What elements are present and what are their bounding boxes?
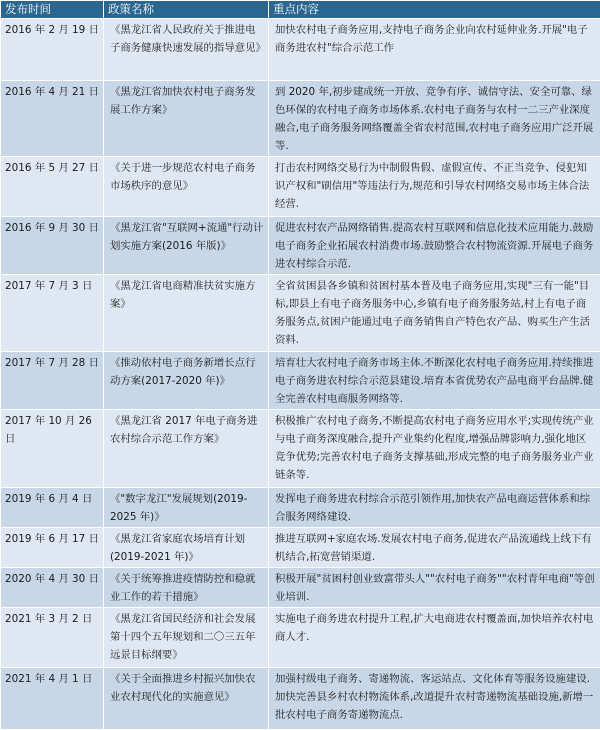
row-date: 2016 年 9 月 30 日 [1, 217, 104, 275]
row-policy-name: 《黑龙江省国民经济和社会发展第十四个五年规划和二〇三五年远景目标纲要》 [104, 608, 269, 668]
row-key-content: 发挥电子商务进农村综合示范引领作用,加快农产品电商运营体系和综合服务网络建设. [269, 488, 600, 528]
table-row [1, 488, 600, 528]
row-key-content: 积极开展"贫困村创业致富带头人""农村电子商务""农村青年电商"等创业培训. [269, 568, 600, 608]
row-date: 2017 年 7 月 3 日 [1, 275, 104, 352]
row-policy-name: 《关于全面推进乡村振兴加快农业农村现代化的实施意见》 [104, 668, 269, 730]
row-key-content: 打击农村网络交易行为中制假售假、虚假宣传、不正当竞争、侵犯知识产权和"刷信用"等违法行为,规范和引导农村网络交易市场主体合法经营. [269, 157, 600, 217]
table-row [1, 568, 600, 608]
row-date: 2019 年 6 月 4 日 [1, 488, 104, 528]
row-date: 2019 年 6 月 17 日 [1, 528, 104, 568]
row-key-content: 推进互联网+家庭农场.发展农村电子商务,促进农产品流通线上线下有机结合,拓宽营销渠道. [269, 528, 600, 568]
table-header [1, 1, 600, 19]
row-date: 2016 年 5 月 27 日 [1, 157, 104, 217]
header-date: 发布时间 [1, 1, 104, 19]
row-policy-name: 《关于进一步规范农村电子商务市场秩序的意见》 [104, 157, 269, 217]
row-date: 2020 年 4 月 30 日 [1, 568, 104, 608]
row-key-content: 促进农村农产品网络销售.提高农村互联网和信息化技术应用能力.鼓励电子商务企业拓展农村消费市场.鼓励整合农村物流资源.开展电子商务进农村综合示范. [269, 217, 600, 275]
header-key-content: 重点内容 [269, 1, 600, 19]
row-date: 2016 年 4 月 21 日 [1, 81, 104, 157]
row-policy-name: 《黑龙江省电商精准扶贫实施方案》 [104, 275, 269, 352]
row-policy-name: 《黑龙江省 2017 年电子商务进农村综合示范工作方案》 [104, 410, 269, 488]
header-policy-name: 政策名称 [104, 1, 269, 19]
row-policy-name: 《黑龙江省家庭农场培育计划(2019-2021 年)》 [104, 528, 269, 568]
row-policy-name: 《"数字龙江"发展规划(2019-2025 年)》 [104, 488, 269, 528]
row-date: 2016 年 2 月 19 日 [1, 19, 104, 81]
row-date: 2021 年 4 月 1 日 [1, 668, 104, 730]
table-row [1, 157, 600, 217]
row-key-content: 到 2020 年,初步建成统一开放、竞争有序、诚信守法、安全可靠、绿色环保的农村电子商务市场体系.农村电子商务与农村一二三产业深度融合,电子商务服务网络覆盖全省农村范围,农村电子商务应用广泛开展等. [269, 81, 600, 157]
row-date: 2017 年 10 月 26 日 [1, 410, 104, 488]
row-key-content: 全省贫困县各乡镇和贫困村基本普及电子商务应用,实现"三有一能"目标,即县上有电子商务服务中心,乡镇有电子商务服务站,村上有电子商务服务点,贫困户能通过电子商务销售自产特色农产品、购买生产生活资料. [269, 275, 600, 352]
table-row [1, 410, 600, 488]
table-row [1, 608, 600, 668]
row-key-content: 加强村级电子商务、寄递物流、客运站点、文化体育等服务设施建设.加快完善县乡村农村物流体系,改道提升农村寄递物流基础设施,新增一批农村电子商务寄递物流点. [269, 668, 600, 730]
header-row [1, 1, 600, 19]
table-row [1, 668, 600, 730]
table-row [1, 217, 600, 275]
table-row [1, 528, 600, 568]
row-policy-name: 《推动依村电子商务新增长点行动方案(2017-2020 年)》 [104, 352, 269, 410]
row-key-content: 实施电子商务进农村提升工程,扩大电商进农村覆盖面,加快培养农村电商人才. [269, 608, 600, 668]
table-body [1, 19, 600, 730]
table-row [1, 19, 600, 81]
row-key-content: 加快农村电子商务应用,支持电子商务企业向农村延伸业务.开展"电子商务进农村"综合示范工作 [269, 19, 600, 81]
table-row [1, 275, 600, 352]
row-policy-name: 《黑龙江省"互联网+流通"行动计划实施方案(2016 年版)》 [104, 217, 269, 275]
row-policy-name: 《关于统筹推进疫情防控和稳就业工作的若干措施》 [104, 568, 269, 608]
row-key-content: 积极推广农村电子商务,不断提高农村电子商务应用水平;实现传统产业与电子商务深度融合,提升产业集约化程度,增强品牌影响力,强化地区竞争优势;完善农村电子商务支撑基础,形成完整的电子商务服务业产业链条等. [269, 410, 600, 488]
row-policy-name: 《黑龙江省人民政府关于推进电子商务健康快速发展的指导意见》 [104, 19, 269, 81]
row-key-content: 培育壮大农村电子商务市场主体.不断深化农村电子商务应用.持续推进电子商务进农村综合示范县建设.培育本省优势农产品电商平台品牌.健全完善农村电商服务网络等. [269, 352, 600, 410]
row-date: 2017 年 7 月 28 日 [1, 352, 104, 410]
table-row [1, 81, 600, 157]
row-date: 2021 年 3 月 2 日 [1, 608, 104, 668]
table-row [1, 352, 600, 410]
row-policy-name: 《黑龙江省加快农村电子商务发展工作方案》 [104, 81, 269, 157]
